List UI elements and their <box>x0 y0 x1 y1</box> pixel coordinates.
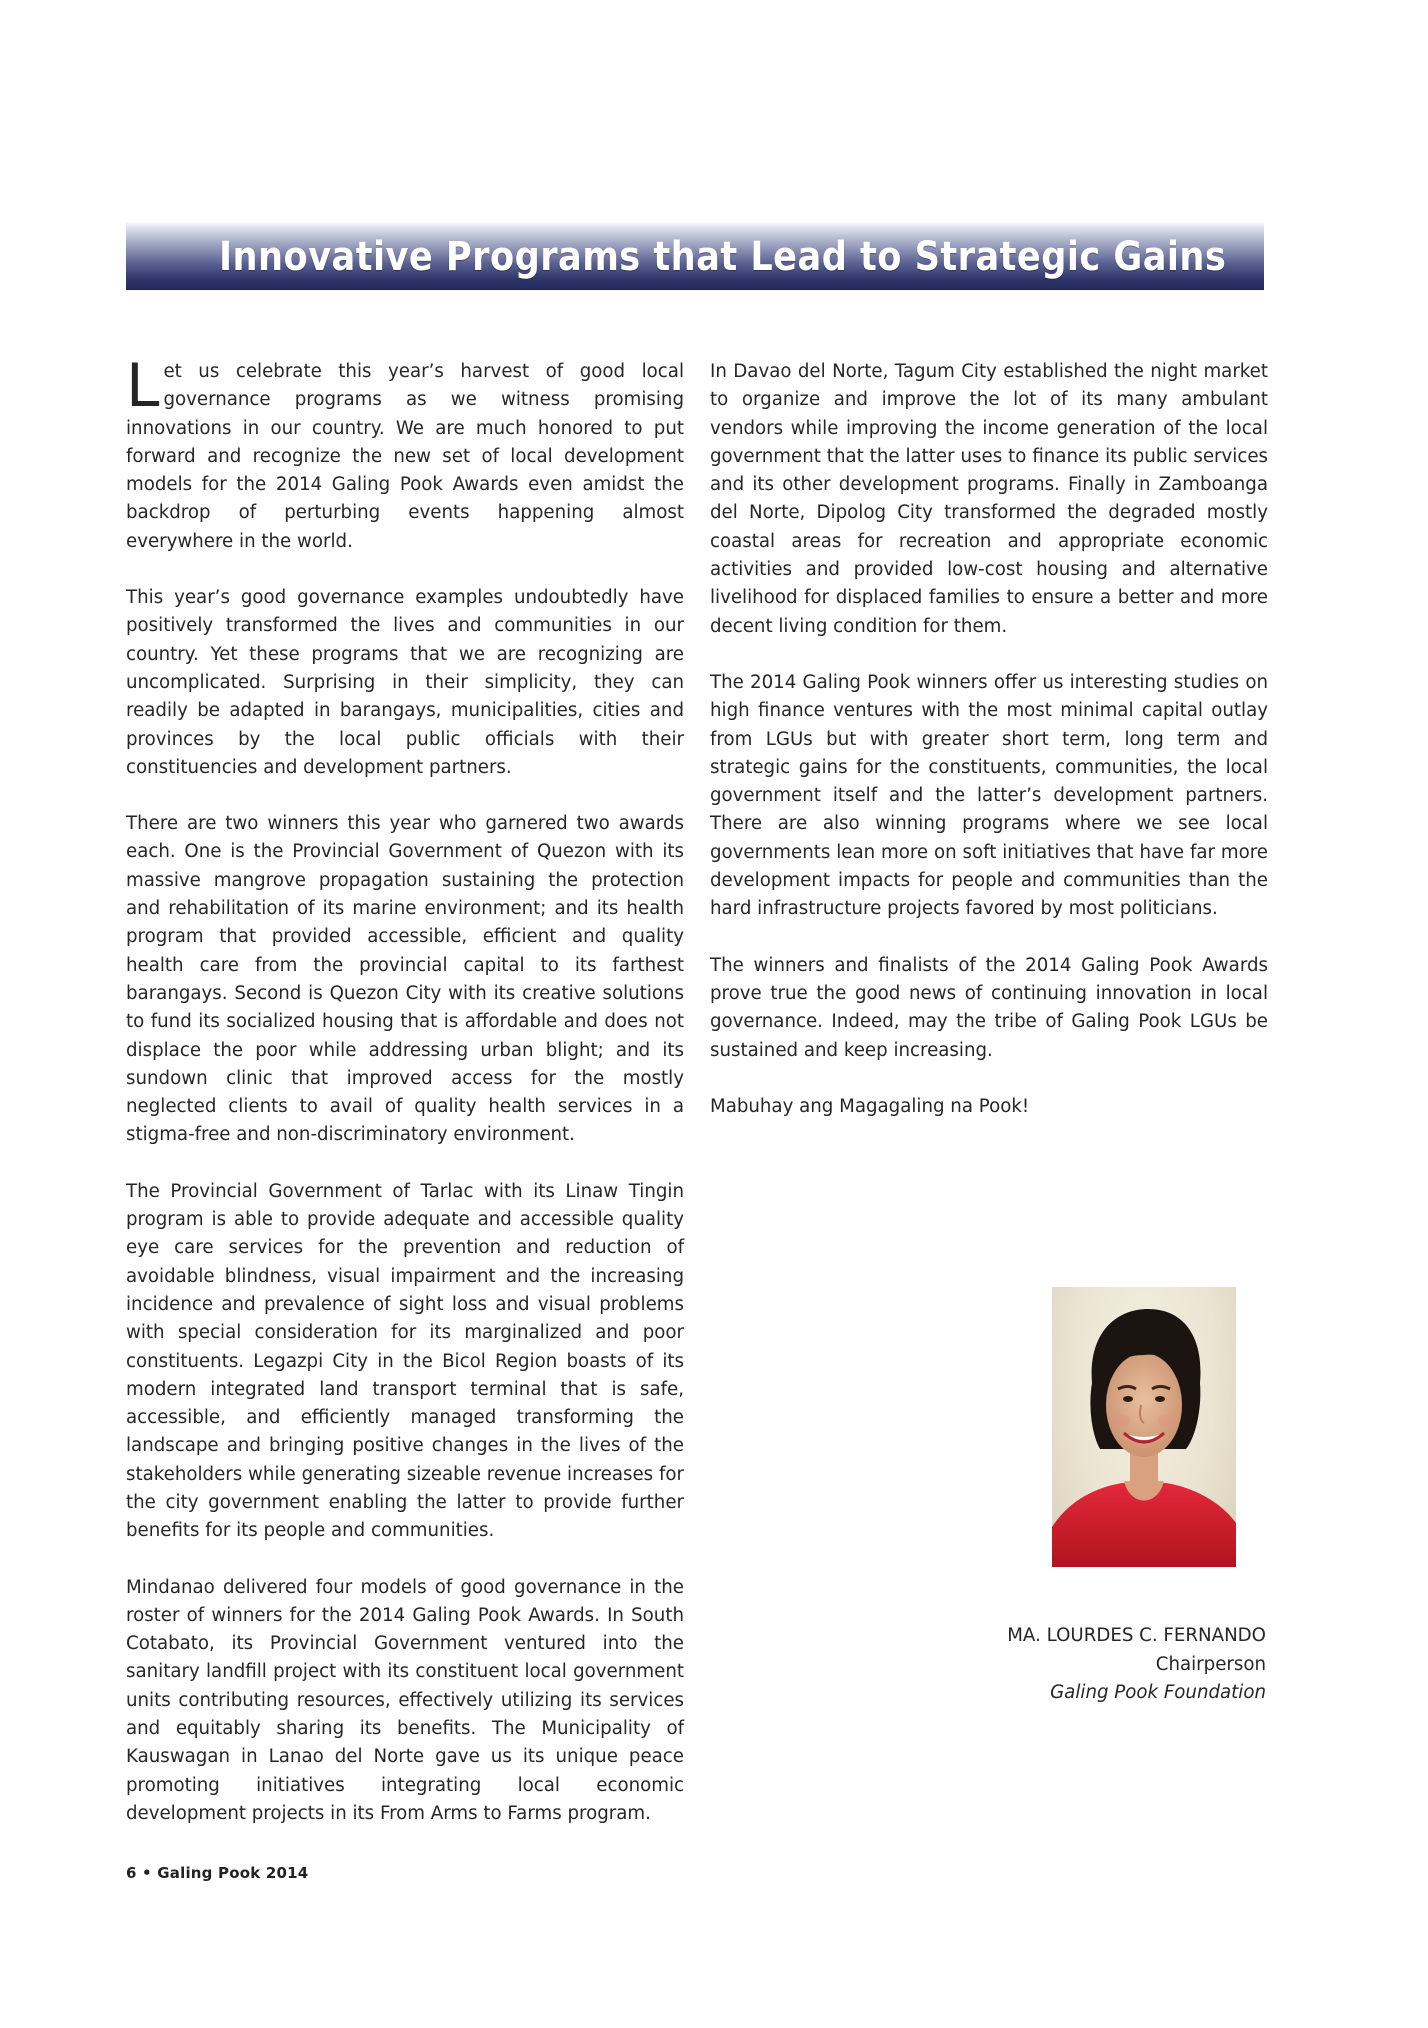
article-column-right <box>710 358 1268 1149</box>
article-paragraph: Mindanao delivered four models of good governance in the roster of winners for the 2014 Galing Pook Awards. In South Cotabato, its Provincial Government ventured into the sanitary landfill project with its constituent local government units contributing resources, effectively utilizing its services and equitably sharing its benefits. The Municipality of Kauswagan in Lanao del Norte gave us its unique peace promoting initiatives integrating local economic development projects in its From Arms to Farms program. <box>126 1576 684 1824</box>
article-paragraph: The Provincial Government of Tarlac with its Linaw Tingin program is able to provide adequate and accessible quality eye care services for the prevention and reduction of avoidable blindness, visual impairment and the increasing incidence and prevalence of sight loss and visual problems with special consideration for its marginalized and poor constituents. Legazpi City in the Bicol Region boasts of its modern integrated land transport terminal that is safe, accessible, and efficiently managed transforming the landscape and bringing positive changes in the lives of the stakeholders while generating sizeable revenue increases for the city government enabling the latter to provide further benefits for its people and communities. <box>126 1180 684 1542</box>
article-paragraph: In Davao del Norte, Tagum City established the night market to organize and improve the lot of its many ambulant vendors while improving the income generation of the local government that the latter uses to finance its public services and its other development programs. Finally in Zamboanga del Norte, Dipolog City transformed the degraded mostly coastal areas for recreation and appropriate economic activities and provided low-cost housing and alternative livelihood for displaced families to ensure a better and more decent living condition for them. <box>710 361 1268 637</box>
drop-cap: L <box>126 351 160 421</box>
page-title: Innovative Programs that Lead to Strategic Gains <box>219 234 1227 280</box>
title-banner <box>126 222 1264 290</box>
article-paragraph <box>126 351 684 556</box>
signatory-role: Chairperson <box>1155 1653 1266 1675</box>
portrait-illustration <box>1052 1287 1236 1567</box>
page-folio: 6 • Galing Pook 2014 <box>126 1864 309 1882</box>
signatory-name: MA. LOURDES C. FERNANDO <box>1007 1625 1266 1646</box>
signatory-organization: Galing Pook Foundation <box>1050 1682 1266 1703</box>
chairperson-portrait <box>1052 1287 1236 1567</box>
article-paragraph: This year’s good governance examples undoubtedly have positively transformed the lives and communities in our country. Yet these programs that we are recognizing are uncomplicated. Surprising in their simplicity, they can readily be adapted in barangays, municipalities, cities and provinces by the local public officials with their constituencies and development partners. <box>126 587 684 778</box>
article-column-left <box>126 351 684 1856</box>
signature-block <box>900 1622 1266 1708</box>
article-paragraph: The winners and finalists of the 2014 Galing Pook Awards prove true the good news of continuing innovation in local governance. Indeed, may the tribe of Galing Pook LGUs be sustained and keep increasing. <box>710 954 1268 1061</box>
article-paragraph: There are two winners this year who garnered two awards each. One is the Provincial Government of Quezon with its massive mangrove propagation sustaining the protection and rehabilitation of its marine environment; and its health program that provided accessible, efficient and quality health care from the provincial capital to its farthest barangays. Second is Quezon City with its creative solutions to fund its socialized housing that is affordable and does not displace the poor while addressing urban blight; and its sundown clinic that improved access for the mostly neglected clients to avail of quality health services in a stigma-free and non-discriminatory environment. <box>126 813 684 1146</box>
article-paragraph: The 2014 Galing Pook winners offer us interesting studies on high finance ventures with the most minimal capital outlay from LGUs but with greater short term, long term and strategic gains for the constituents, communities, the local government itself and the latter’s development partners. There are also winning programs where we see local governments lean more on soft initiatives that have far more development impacts for people and communities than the hard infrastructure projects favored by most politicians. <box>710 671 1268 920</box>
closing-line: Mabuhay ang Magagaling na Pook! <box>710 1095 1030 1117</box>
article-paragraph-text: et us celebrate this year’s harvest of good local governance programs as we witness promising innovations in our country. We are much honored to put forward and recognize the new set of local development models for the 2014 Galing Pook Awards even amidst the backdrop of perturbing events happening almost everywhere in the world. <box>126 361 684 552</box>
